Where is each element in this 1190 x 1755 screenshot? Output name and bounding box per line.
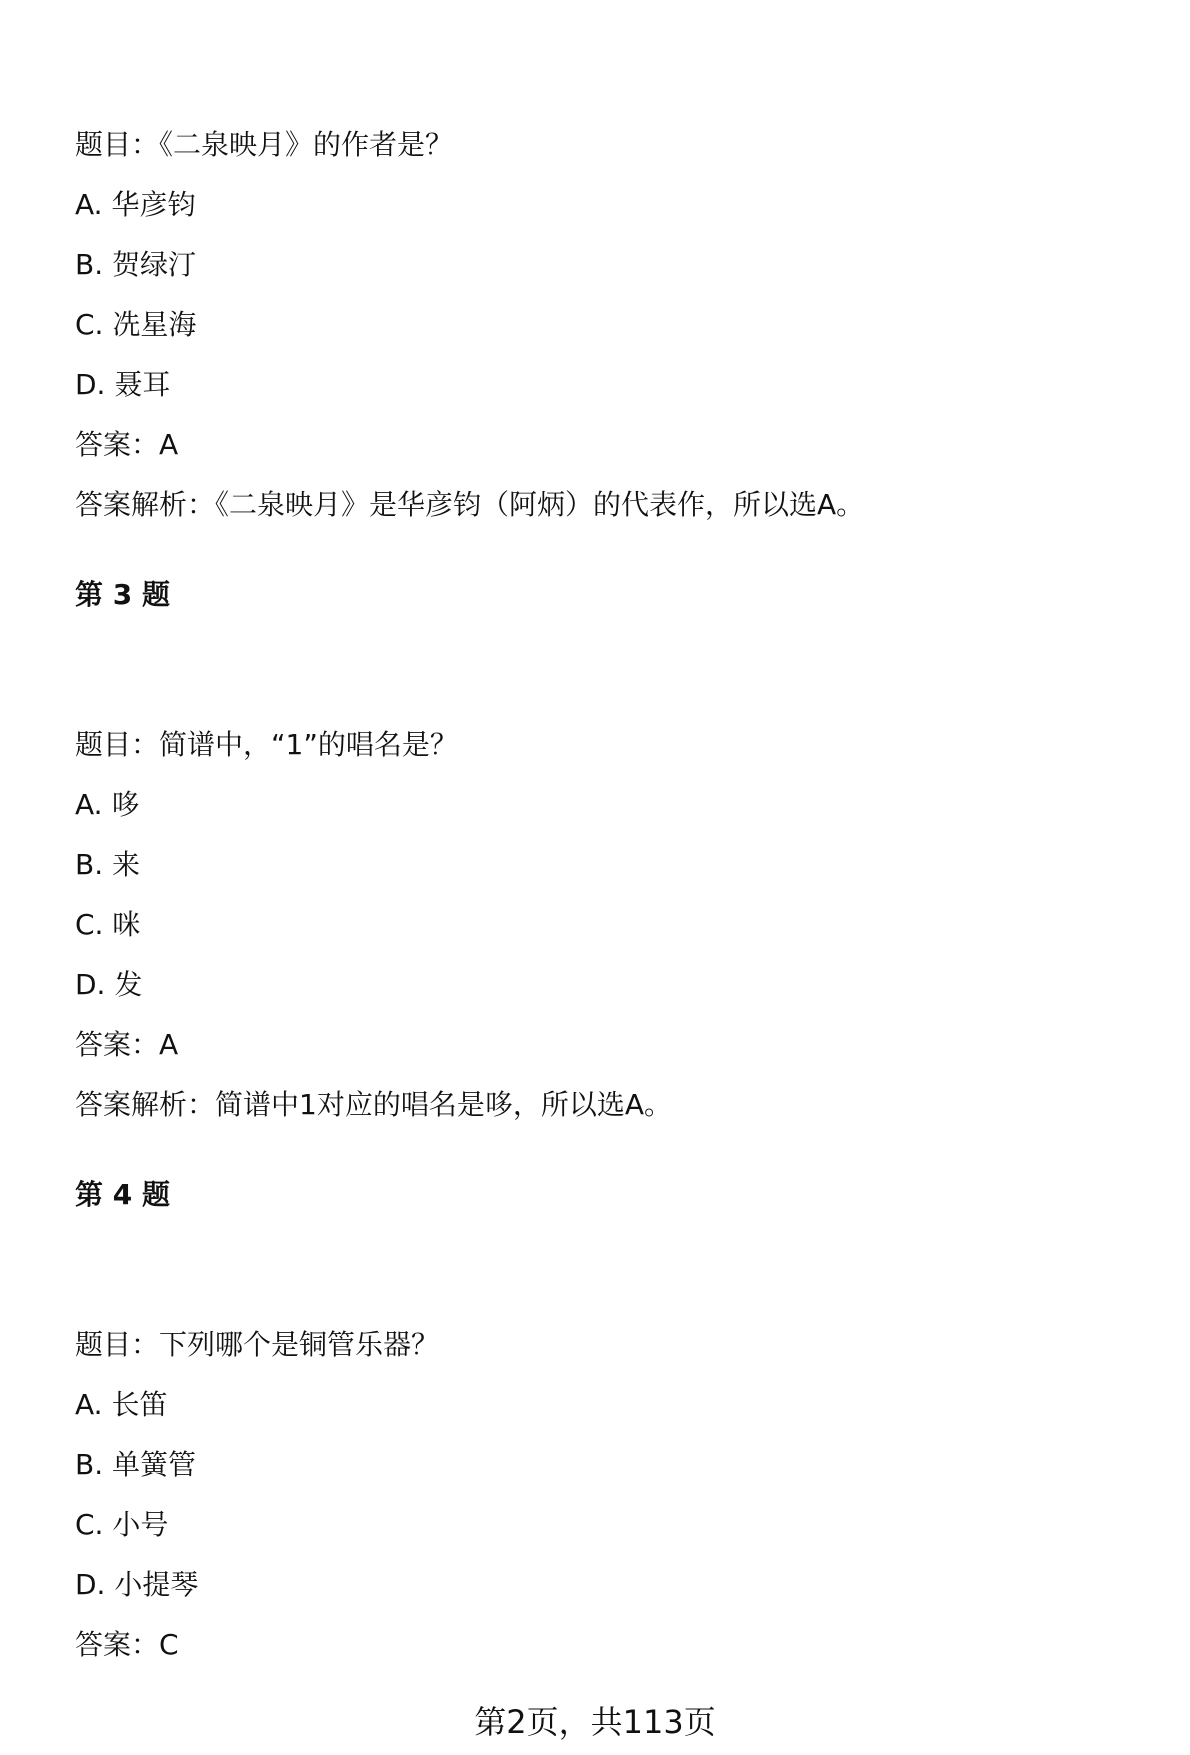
option-d: D. 聂耳: [75, 368, 171, 401]
option-a: A. 长笛: [75, 1388, 168, 1421]
answer: 答案：C: [75, 1628, 179, 1661]
option-a: A. 哆: [75, 788, 140, 821]
answer: 答案：A: [75, 428, 179, 461]
answer-explanation: 答案解析：简谱中1对应的唱名是哆，所以选A。: [75, 1088, 672, 1121]
question-text: 题目：简谱中，“1”的唱名是？: [75, 728, 458, 761]
option-b: B. 贺绿汀: [75, 248, 197, 281]
page-number: 第2页，共113页: [474, 1703, 716, 1741]
question-text: 题目：下列哪个是铜管乐器？: [75, 1328, 440, 1361]
question-heading: 第 3 题: [75, 578, 170, 611]
option-d: D. 小提琴: [75, 1568, 199, 1601]
question-heading: 第 4 题: [75, 1178, 170, 1211]
option-c: C. 小号: [75, 1508, 169, 1541]
answer-explanation: 答案解析：《二泉映月》是华彦钧（阿炳）的代表作，所以选A。: [75, 488, 865, 521]
option-b: B. 来: [75, 848, 141, 881]
option-a: A. 华彦钧: [75, 188, 196, 221]
option-c: C. 咪: [75, 908, 141, 941]
option-d: D. 发: [75, 968, 143, 1001]
option-b: B. 单簧管: [75, 1448, 197, 1481]
option-c: C. 冼星海: [75, 308, 197, 341]
question-text: 题目：《二泉映月》的作者是？: [75, 128, 454, 161]
answer: 答案：A: [75, 1028, 179, 1061]
